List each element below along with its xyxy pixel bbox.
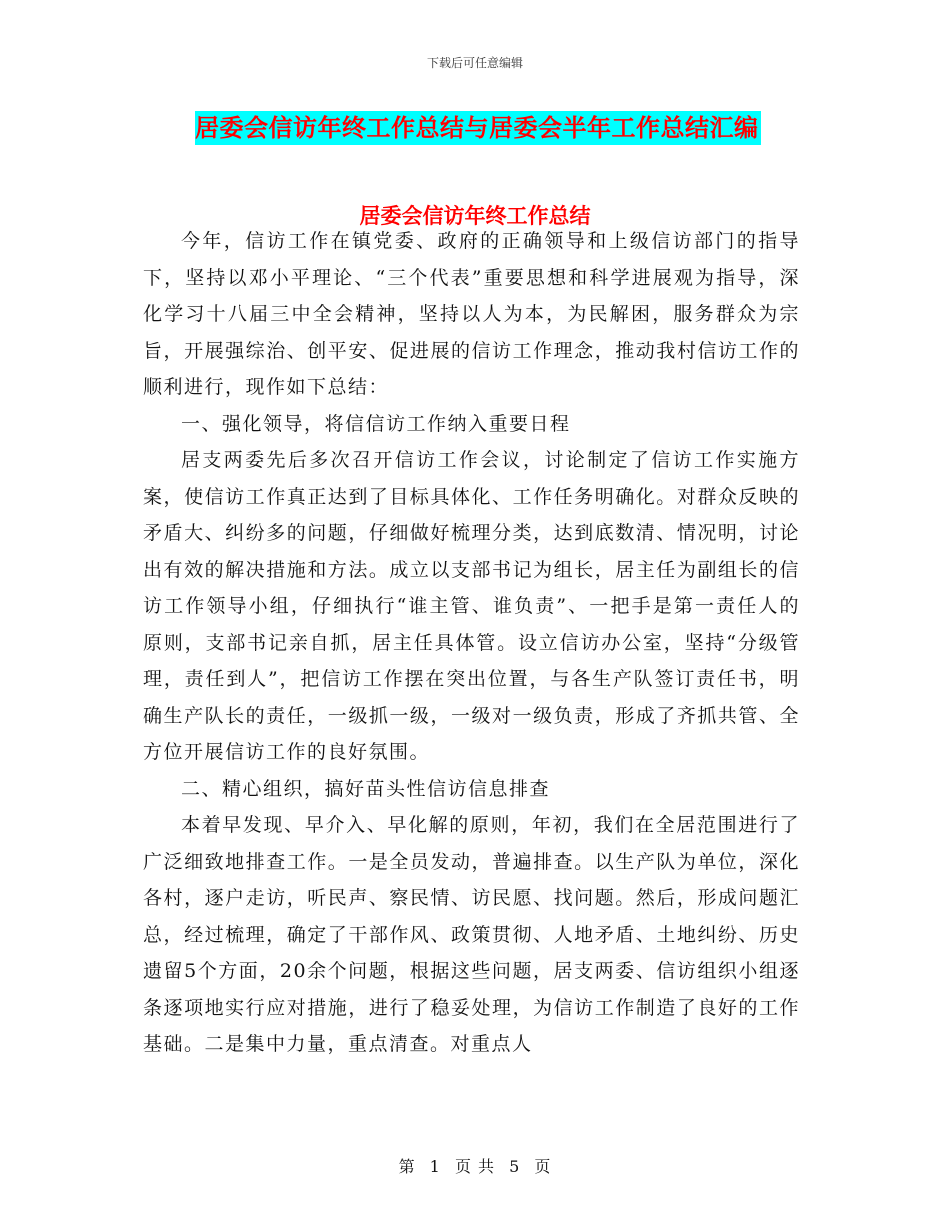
paragraph-section-1: 居支两委先后多次召开信访工作会议，讨论制定了信访工作实施方案，使信访工作真正达到了目标具体化、工作任务明确化。对群众反映的矛盾大、纠纷多的问题，仔细做好梳理分类，达到底数清、情况明，讨论出有效的解决措施和方法。成立以支部书记为组长，居主任为副组长的信访工作领导小组，仔细执行“谁主管、谁负责”、一把手是第一责任人的原则，支部书记亲自抓，居主任具体管。设立信访办公室，坚持“分级管理，责任到人”，把信访工作摆在突出位置，与各生产队签订责任书，明确生产队长的责任，一级抓一级，一级对一级负责，形成了齐抓共管、全方位开展信访工作的良好氛围。 [143,449,800,763]
header-note: 下载后可任意编辑 [426,56,523,70]
document-title: 居委会信访年终工作总结与居委会半年工作总结汇编 [195,111,761,145]
heading-section-1: 一、强化领导，将信信访工作纳入重要日程 [181,412,571,435]
current-page-number: 1 [429,1157,441,1176]
footer-middle: 页 共 [454,1157,496,1176]
paragraph-section-2: 本着早发现、早介入、早化解的原则，年初，我们在全居范围进行了广泛细致地排查工作。一是全员发动，普遍排查。以生产队为单位，深化各村，逐户走访，听民声、察民情、访民愿、找问题。然后，形成问题汇总，经过梳理，确定了干部作风、政策贯彻、人地矛盾、土地纠纷、历史遗留5个方面，20余个问题，根据这些问题，居支两委、信访组织小组逐条逐项地实行应对措施，进行了稳妥处理，为信访工作制造了良好的工作基础。二是集中力量，重点清查。对重点人 [143,814,800,1055]
section-title: 居委会信访年终工作总结 [359,204,591,228]
heading-section-2: 二、精心组织，搞好苗头性信访信息排查 [181,777,551,800]
total-page-count: 5 [509,1157,521,1176]
footer-suffix: 页 [534,1157,552,1176]
footer-prefix: 第 [398,1157,416,1176]
page-footer [0,1154,950,1177]
document-body [143,223,800,1063]
paragraph-intro: 今年，信访工作在镇党委、政府的正确领导和上级信访部门的指导下，坚持以邓小平理论、“三个代表”重要思想和科学进展观为指导，深化学习十八届三中全会精神，坚持以人为本，为民解困，服务群众为宗旨，开展强综治、创平安、促进展的信访工作理念，推动我村信访工作的顺利进行，现作如下总结： [143,230,800,398]
